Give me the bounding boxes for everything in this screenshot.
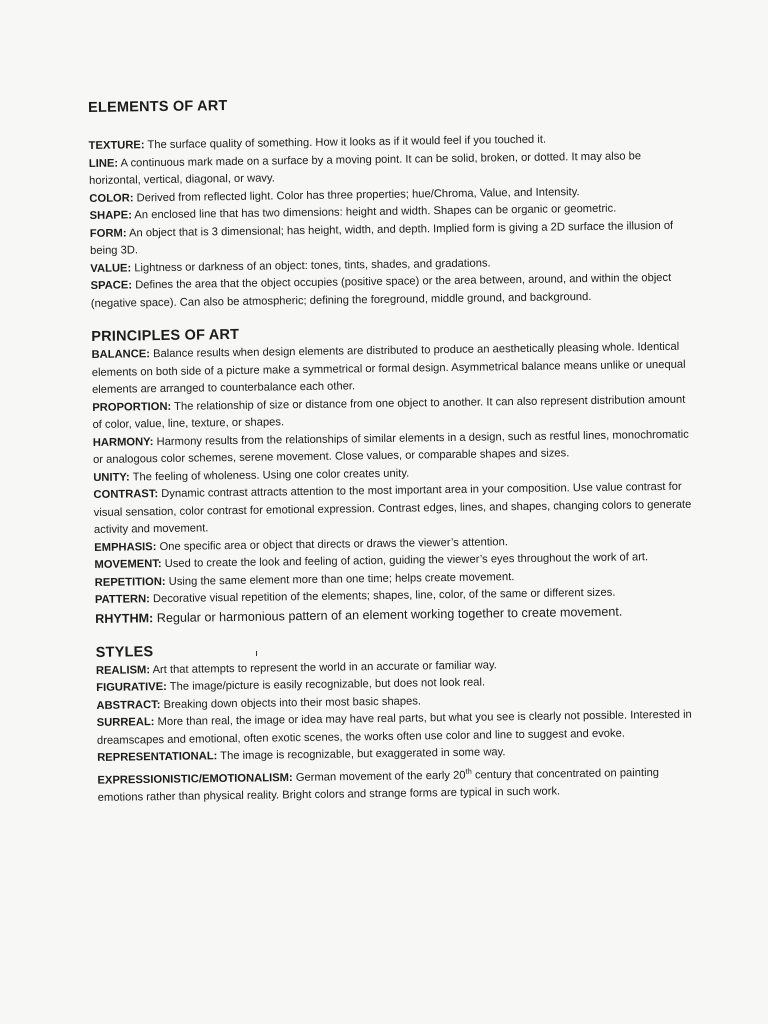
ordinal-superscript: th (465, 766, 472, 776)
definition-term: UNITY: (93, 470, 130, 484)
elements-list (89, 130, 691, 313)
definition-entry (90, 270, 690, 313)
definition-text: German movement of the early 20 (292, 769, 466, 784)
definition-text: An object that is 3 dimensional; has height, width, and depth. Implied form is giving a 2D surface the illusion of being 3D. (90, 219, 674, 257)
definition-term: BALANCE: (91, 348, 151, 361)
definition-text: Harmony results from the relationships of similar elements in a design, such as restful lines, monochromatic or analogous color schemes, serene movement. Close values, or comparable shapes and sizes. (92, 428, 689, 466)
definition-text: The image is recognizable, but exaggerated in some way. (217, 746, 506, 763)
definition-text: Lightness or darkness of an object: tones, tints, shades, and gradations. (131, 256, 491, 274)
definition-term: PROPORTION: (92, 400, 172, 414)
section-title-elements: ELEMENTS OF ART (88, 98, 228, 116)
definition-term: LINE: (88, 157, 119, 170)
definition-text: Breaking down objects into their most basic shapes. (160, 694, 422, 711)
definition-entry (91, 339, 692, 400)
document-body (88, 92, 698, 808)
stray-pen-mark (256, 651, 257, 656)
definition-text: The image/picture is easily recognizable, but does not look real. (166, 676, 486, 693)
definition-text: One specific area or object that directs or draws the viewer’s attention. (156, 535, 509, 553)
definition-term: EXPRESSIONISTIC/EMOTIONALISM: (97, 771, 293, 787)
definition-term: REPETITION: (94, 575, 166, 589)
definition-entry (93, 479, 694, 540)
definition-term: SPACE: (90, 279, 133, 292)
definition-term: EMPHASIS: (94, 540, 157, 554)
definition-term: REALISM: (95, 663, 151, 677)
definition-text: The relationship of size or distance from one object to another. It can also represent distribution amount of color, value, line, texture, or shapes. (92, 393, 686, 431)
definition-text: Decorative visual repetition of the elements; shapes, line, color, of the same or different sizes. (149, 586, 616, 606)
definition-text: Regular or harmonious pattern of an element working together to create movement. (153, 604, 623, 625)
definition-term: VALUE: (90, 261, 132, 275)
definition-term: COLOR: (89, 191, 134, 205)
definition-term: TEXTURE: (88, 139, 145, 152)
elements-of-art-section (88, 92, 691, 313)
definition-text: Balance results when design elements are distributed to produce an aesthetically pleasing whole. Identical elements on both side of a picture make a symmetrical or formal design. Asymmetrical balance means unlike or unequal elements are arranged to counterbalance each other. (91, 340, 686, 396)
definition-term: CONTRAST: (93, 488, 159, 501)
definition-text: Used to create the look and feeling of action, guiding the viewer’s eyes throughout the work of art. (161, 551, 649, 571)
definition-term: REPRESENTATIONAL: (97, 750, 218, 764)
definition-term: FIGURATIVE: (96, 680, 167, 694)
definition-text: century that concentrated on painting emotions rather than physical reality. Bright colors and strange forms are typical in such work. (97, 766, 660, 804)
definition-term: PATTERN: (94, 593, 150, 606)
definition-term: SURREAL: (96, 716, 155, 729)
definition-text: More than real, the image or idea may have real parts, but what you see is clearly not possible. Interested in dreamscapes and emotional, often exotic scenes, the works often use color and line to suggest and evoke. (96, 708, 692, 747)
definition-term: FORM: (89, 226, 127, 240)
styles-list (96, 654, 698, 807)
definition-term: MOVEMENT: (94, 558, 162, 571)
definition-entry (97, 759, 697, 807)
definition-text: The surface quality of something. How it looks as if it would feel if you touched it. (144, 133, 547, 152)
definition-text: Defines the area that the object occupies (positive space) or the area between, around, and within the object (negative space). Can also be atmospheric; defining the foreground, middle ground, and background. (90, 271, 672, 310)
principles-list (91, 339, 695, 629)
definition-text: Derived from reflected light. Color has three properties; hue/Chroma, Value, and Intensity. (133, 185, 580, 204)
definition-term: SHAPE: (89, 209, 132, 222)
definition-term: HARMONY: (92, 435, 154, 449)
definition-term: ABSTRACT: (96, 698, 161, 712)
principles-of-art-section (91, 321, 695, 629)
section-title-styles: STYLES (95, 643, 154, 661)
styles-section (96, 636, 698, 807)
definition-term: RHYTHM: (95, 610, 154, 626)
definition-text: Dynamic contrast attracts attention to the most important area in your composition. Use value contrast for visual sensation, color contrast for emotional expression. Contrast edges, lines, and shapes, changing colors to generate activity and movement. (93, 480, 692, 536)
definition-text: An enclosed line that has two dimensions: height and width. Shapes can be organic or geometric. (131, 202, 617, 222)
definition-text: Using the same element more than one time; helps create movement. (165, 570, 515, 588)
definition-text: The feeling of wholeness. Using one color creates unity. (129, 467, 410, 483)
definition-text: Art that attempts to represent the world in an accurate or familiar way. (149, 658, 497, 676)
section-title-principles: PRINCIPLES OF ART (91, 326, 240, 345)
definition-text: A continuous mark made on a surface by a moving point. It can be solid, broken, or dotted. It may also be horizontal, vertical, diagonal, or wavy. (89, 149, 642, 187)
